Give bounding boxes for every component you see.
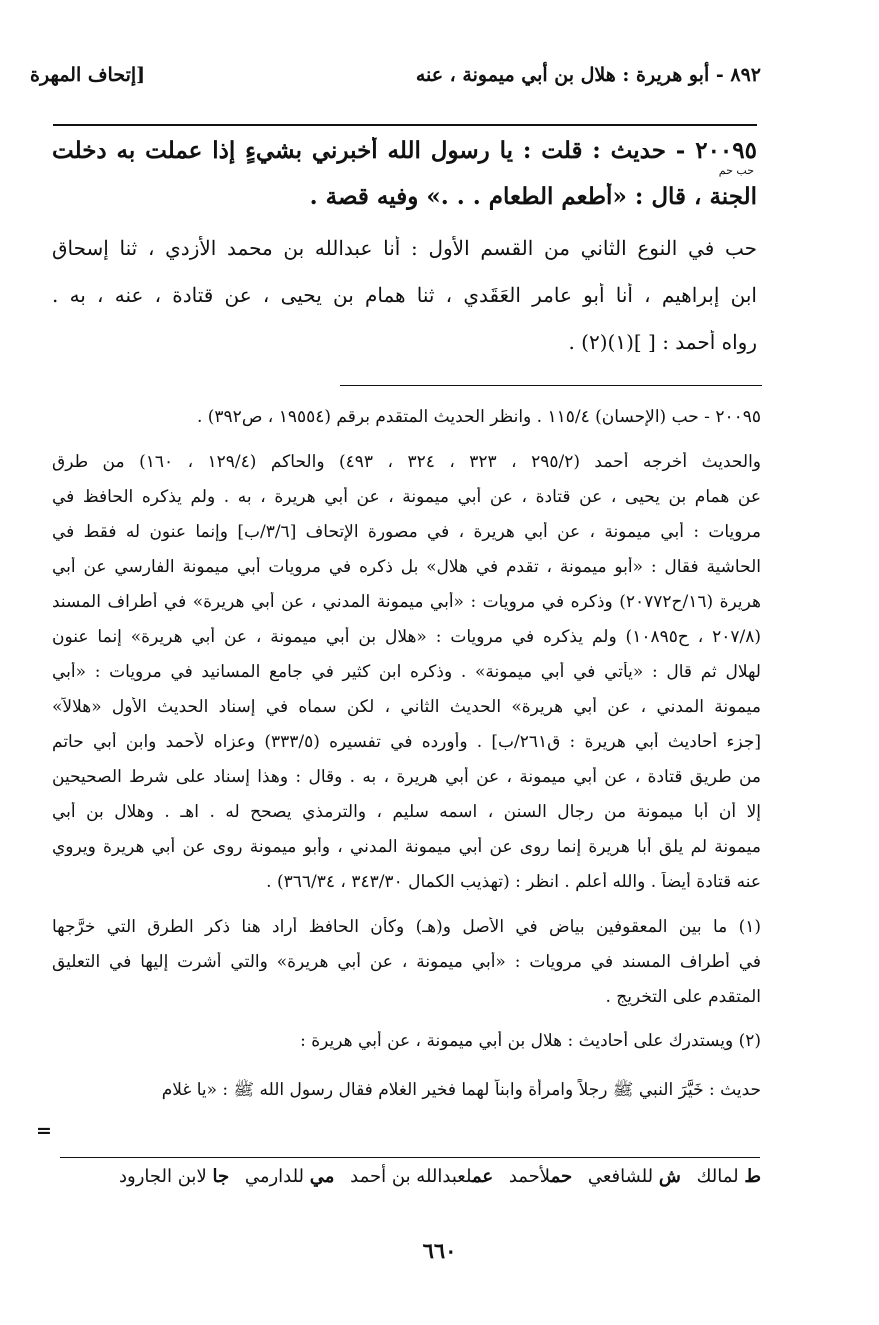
continuation-mark: = xyxy=(36,1120,52,1142)
section-title: ٨٩٢ - أبو هريرة : هلال بن أبي ميمونة ، عنه xyxy=(415,64,761,86)
abbrev-item: جا لابن الجارود xyxy=(119,1166,230,1187)
page-number: ٦٦٠ xyxy=(422,1238,457,1263)
note-line: لهلال ثم قال : «يأتي في أبي ميمونة» . وذكره ابن كثير في جامع المسانيد في مرويات : «أبي xyxy=(52,662,761,682)
note-line: [جزء أحاديث أبي هريرة : ق٢٦١/ب] . وأورده في تفسيره (٣٣٣/٥) وعزاه لأحمد وابن أبي حاتم xyxy=(52,732,761,752)
footnote-2-line: حديث : خَيَّرَ النبي ﷺ رجلاً وامرأة وابناً لهما فخير الغلام فقال رسول الله ﷺ : «يا غلام xyxy=(161,1080,761,1100)
note-line: عنه قتادة أيضاً . والله أعلم . انظر : (تهذيب الكمال ٣٤٣/٣٠ ، ٣٦٦/٣٤) . xyxy=(266,872,761,892)
notes-rule xyxy=(340,385,762,386)
note-line: والحديث أخرجه أحمد (٢٩٥/٢ ، ٣٢٣ ، ٣٢٤ ، ٤٩٣) والحاكم (١٢٩/٤ ، ١٦٠) من طرق xyxy=(52,452,761,472)
note-line: (٢٠٧/٨ ، ح١٠٨٩٥) ولم يذكره في مرويات : «هلال بن أبي ميمونة ، عن أبي هريرة» إنما عنون xyxy=(52,627,761,647)
volume-label: [إتحاف المهرة xyxy=(30,64,146,86)
footnote-1-line: في أطراف المسند في مرويات : «أبي ميمونة ، عن أبي هريرة» والتي أشرت إليها في التعليق xyxy=(52,952,761,972)
abbrev-item: ش للشافعي xyxy=(587,1166,681,1187)
isnad-line-1: حب في النوع الثاني من القسم الأول : أنا عبدالله بن محمد الأزدي ، ثنا إسحاق xyxy=(52,236,757,260)
abbrev-item: عملعبدالله بن أحمد xyxy=(350,1166,494,1187)
note-line: مرويات : أبي ميمونة ، عن أبي هريرة ، في مصورة الإتحاف [٣/٦/ب] وإنما عنون له فقط في xyxy=(52,522,761,542)
hadith-text-line-2: الجنة ، قال : «أطعم الطعام . . .» وفيه قصة . xyxy=(309,183,757,210)
abbreviation-key xyxy=(109,1166,761,1187)
header-rule xyxy=(53,124,757,126)
note-line: الحاشية فقال : «أبو ميمونة ، تقدم في هلال» بل ذكره في مرويات أبي ميمونة الفارسي عن أبي xyxy=(52,557,761,577)
hadith-text-line-1: ٢٠٠٩٥ - حديث : قلت : يا رسول الله أخبرني بشيءٍ إذا عملت به دخلت xyxy=(52,137,757,164)
note-line: من طريق قتادة ، عن أبي ميمونة ، عن أبي هريرة ، به . وقال : وهذا إسناد على شرط الصحيحين xyxy=(52,767,761,787)
note-line: ميمونة المدني ، عن أبي هريرة» الحديث الثاني ، لكن سماه في إسناد الحديث الأول «هلالاً» xyxy=(52,697,761,717)
note-line: إلا أن أبا ميمونة من رجال السنن ، اسمه سليم ، والترمذي يصحح له . اهـ . وهلال بن أبي xyxy=(52,802,761,822)
hadith-sigla: حب حم xyxy=(718,164,754,177)
abbrev-item: ط لمالك xyxy=(696,1166,761,1187)
note-line: عن همام بن يحيى ، عن قتادة ، عن أبي ميمونة ، عن أبي هريرة ، به . ولم يذكره الحافظ في xyxy=(52,487,761,507)
footnote-1-line: المتقدم على التخريج . xyxy=(605,987,761,1007)
abbrev-item: مي للدارمي xyxy=(244,1166,335,1187)
abbreviations-rule xyxy=(60,1157,760,1158)
isnad-line-3: رواه أحمد : [ ](١)(٢) . xyxy=(568,330,757,354)
isnad-line-2: ابن إبراهيم ، أنا أبو عامر العَقَدي ، ثنا همام بن يحيى ، عن قتادة ، عنه ، به . xyxy=(52,283,757,307)
note-line: ميمونة لم يلق أبا هريرة إنما روى عن أبي ميمونة المدني ، وأبو ميمونة روى عن أبي هريرة ويروي xyxy=(52,837,761,857)
abbrev-item: حملأحمد xyxy=(508,1166,573,1187)
note-line: ٢٠٠٩٥ - حب (الإحسان) ١١٥/٤ . وانظر الحديث المتقدم برقم (١٩٥٥٤ ، ص٣٩٢) . xyxy=(196,407,761,427)
footnote-1-line: (١) ما بين المعقوفين بياض في الأصل و(هـ) وكأن الحافظ أراد هنا ذكر الطرق التي خرَّجها xyxy=(52,917,761,937)
note-line: هريرة (١٦/ح٢٠٧٧٢) وذكره في مرويات : «أبي ميمونة المدني ، عن أبي هريرة» في أطراف المسند xyxy=(52,592,761,612)
footnote-2-line: (٢) ويستدرك على أحاديث : هلال بن أبي ميمونة ، عن أبي هريرة : xyxy=(300,1031,761,1051)
